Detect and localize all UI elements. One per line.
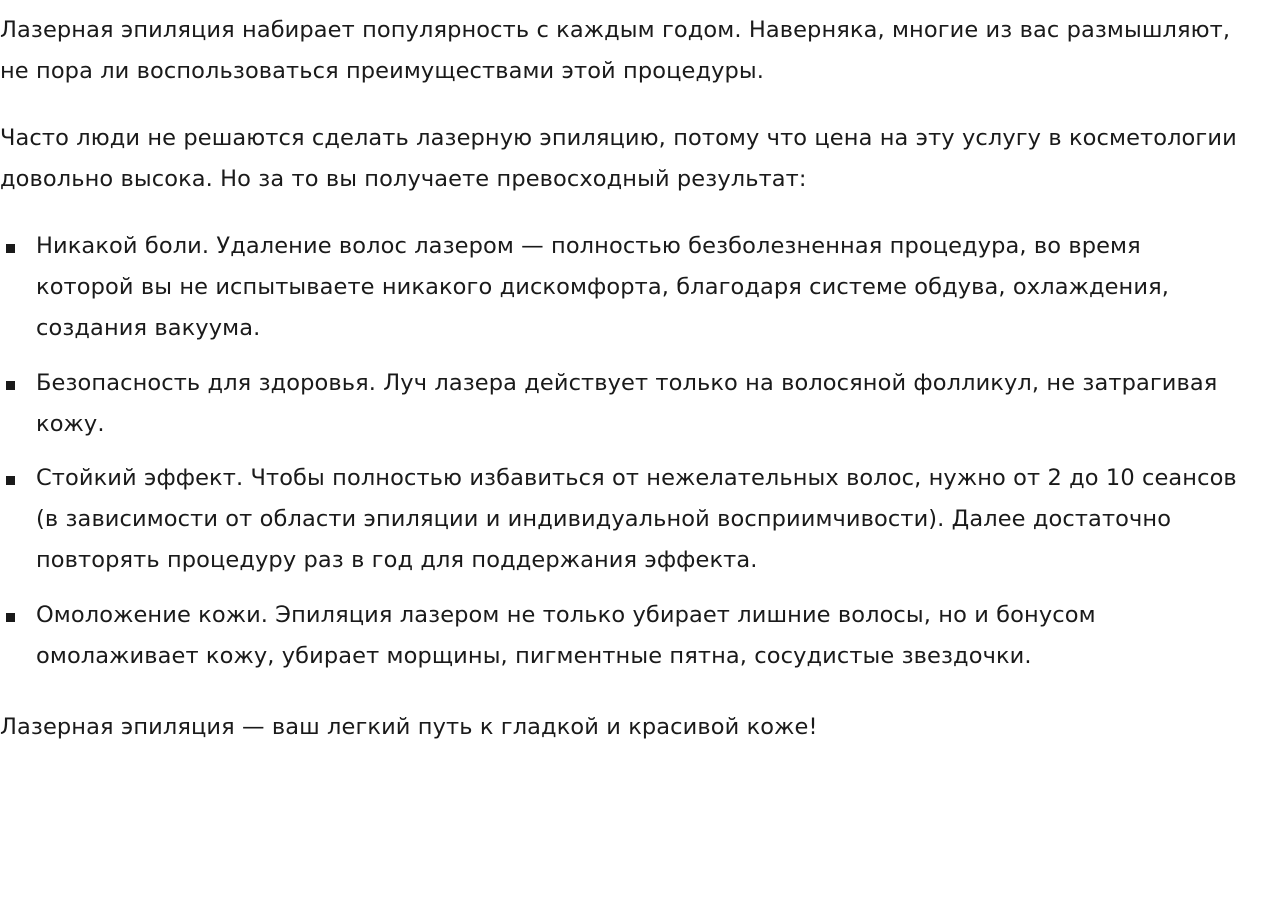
intro-paragraph-2: Часто люди не решаются сделать лазерную эпиляцию, потому что цена на эту услугу в косметологии довольно высока. Но за то вы получаете превосходный результат: (0, 124, 1237, 192)
list-item-text: Безопасность для здоровья. Луч лазера действует только на волосяной фолликул, не затрагивая кожу. (36, 369, 1218, 437)
list-item (0, 458, 1240, 581)
square-bullet-icon (6, 381, 15, 390)
list-item-text: Стойкий эффект. Чтобы полностью избавиться от нежелательных волос, нужно от 2 до 10 сеансов (в зависимости от области эпиляции и индивидуальной восприимчивости). Далее достаточно повторять процедуру раз в год для поддержания эффекта. (36, 465, 1237, 574)
list-item-text: Никакой боли. Удаление волос лазером — полностью безболезненная процедура, во время которой вы не испытываете никакого дискомфорта, благодаря системе обдува, охлаждения, создания вакуума. (36, 232, 1169, 341)
intro-paragraph-1: Лазерная эпиляция набирает популярность с каждым годом. Наверняка, многие из вас размышляют, не пора ли воспользоваться преимуществами этой процедуры. (0, 17, 1231, 84)
list-item (0, 226, 1240, 349)
list-item (0, 363, 1240, 445)
square-bullet-icon (6, 613, 15, 622)
benefits-list (0, 226, 1240, 677)
square-bullet-icon (6, 244, 15, 253)
list-item (0, 595, 1240, 677)
closing-paragraph: Лазерная эпиляция — ваш легкий путь к гладкой и красивой коже! (0, 714, 818, 741)
list-item-text: Омоложение кожи. Эпиляция лазером не только убирает лишние волосы, но и бонусом омолаживает кожу, убирает морщины, пигментные пятна, сосудистые звездочки. (36, 602, 1096, 670)
square-bullet-icon (6, 476, 15, 485)
